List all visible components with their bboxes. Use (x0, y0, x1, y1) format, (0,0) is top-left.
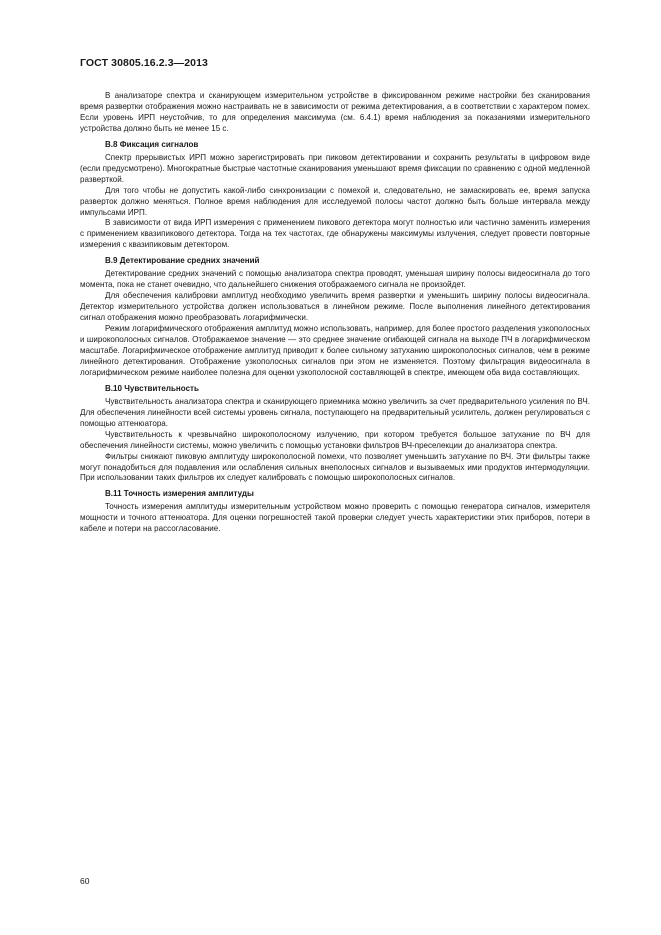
section-heading: В.10 Чувствительность (105, 383, 199, 393)
paragraph: Спектр прерывистых ИРП можно зарегистрировать при пиковом детектировании и сохранить результаты в цифровом виде (если предусмотрено). Многократные быстрые частотные сканирования уменьшают время фиксации по сравнению с одной медленной разверткой. (80, 152, 590, 184)
paragraph: Чувствительность к чрезвычайно широкополосному излучению, при котором требуется большое затухание по ВЧ для обеспечения линейности системы, можно увеличить с помощью установки фильтров ВЧ-преселекции до анализатора спектра. (80, 429, 590, 450)
paragraph: Для того чтобы не допустить какой-либо синхронизации с помехой и, следовательно, не замаскировать ее, время запуска разверток должно меняться. Полное время наблюдения для исследуемой полосы частот должно быть больше интервала между импульсами ИРП. (80, 185, 590, 217)
paragraph: В зависимости от вида ИРП измерения с применением пикового детектора могут полностью или частично заменить измерения с применением квазипикового детектора. Тогда на тех частотах, где обнаружены максимумы излучения, следует провести повторные измерения с квазипиковым детектором. (80, 218, 590, 250)
paragraph: В анализаторе спектра и сканирующем измерительном устройстве в фиксированном режиме настройки без сканирования время развертки отображения можно настраивать не в зависимости от режима детектирования, а в соответствии с характером помех. Если уровень ИРП неустойчив, то для определения максимума (см. 6.4.1) время наблюдения за показаниями измерительного устройства должно быть не менее 15 с. (80, 91, 590, 133)
paragraph: Чувствительность анализатора спектра и сканирующего приемника можно увеличить за счет предварительного усиления по ВЧ. Для обеспечения линейности всей системы уровень сигнала, поступающего на предварительный усилитель, должен регулироваться с помощью аттенюатора. (80, 396, 590, 428)
paragraph: Для обеспечения калибровки амплитуд необходимо увеличить время развертки и уменьшить ширину полосы видеосигнала. Детектор измерительного устройства должен использоваться в линейном режиме. После выполнения линейного детектирования сигнал отображения можно преобразовать логарифмически. (80, 291, 590, 323)
paragraph: Режим логарифмического отображения амплитуд можно использовать, например, для более простого разделения узкополосных и широкополосных сигналов. Отображаемое значение — это среднее значение огибающей сигнала на выходе ПЧ в логарифмическом масштабе. Логарифмическое отображение амплитуд приводит к более сильному затуханию широкополосных сигналов, чем в режиме линейного детектирования. Отображение узкополосных сигналов при этом не изменяется. Поэтому фильтрация видеосигнала в логарифмическом режиме наиболее полезна для оценки узкополосной составляющей в спектре, имеющем оба вида составляющих. (80, 324, 590, 377)
paragraph: Детектирование средних значений с помощью анализатора спектра проводят, уменьшая ширину полосы видеосигнала до того момента, пока не станет очевидно, что дальнейшего снижения отображаемого сигнала не произойдет. (80, 269, 590, 290)
page-number: 60 (80, 876, 90, 886)
document-body (80, 91, 590, 535)
section-heading: В.8 Фиксация сигналов (105, 139, 199, 149)
document-header: ГОСТ 30805.16.2.3—2013 (80, 57, 208, 69)
paragraph: Точность измерения амплитуды измерительным устройством можно проверить с помощью генератора сигналов, измерителя мощности и точного аттенюатора. Для оценки погрешностей такой проверки следует учесть характеристики этих приборов, потери в кабеле и потери на рассогласование. (80, 502, 590, 534)
section-heading: В.9 Детектирование средних значений (105, 256, 260, 266)
section-heading: В.11 Точность измерения амплитуды (105, 489, 254, 499)
paragraph: Фильтры снижают пиковую амплитуду широкополосной помехи, что позволяет уменьшить затухание по ВЧ. Эти фильтры также могут понадобиться для подавления или ослабления сильных внеполосных сигналов и вызываемых ими продуктов интермодуляции. При использовании таких фильтров их следует калибровать с помощью широкополосных сигналов. (80, 451, 590, 483)
